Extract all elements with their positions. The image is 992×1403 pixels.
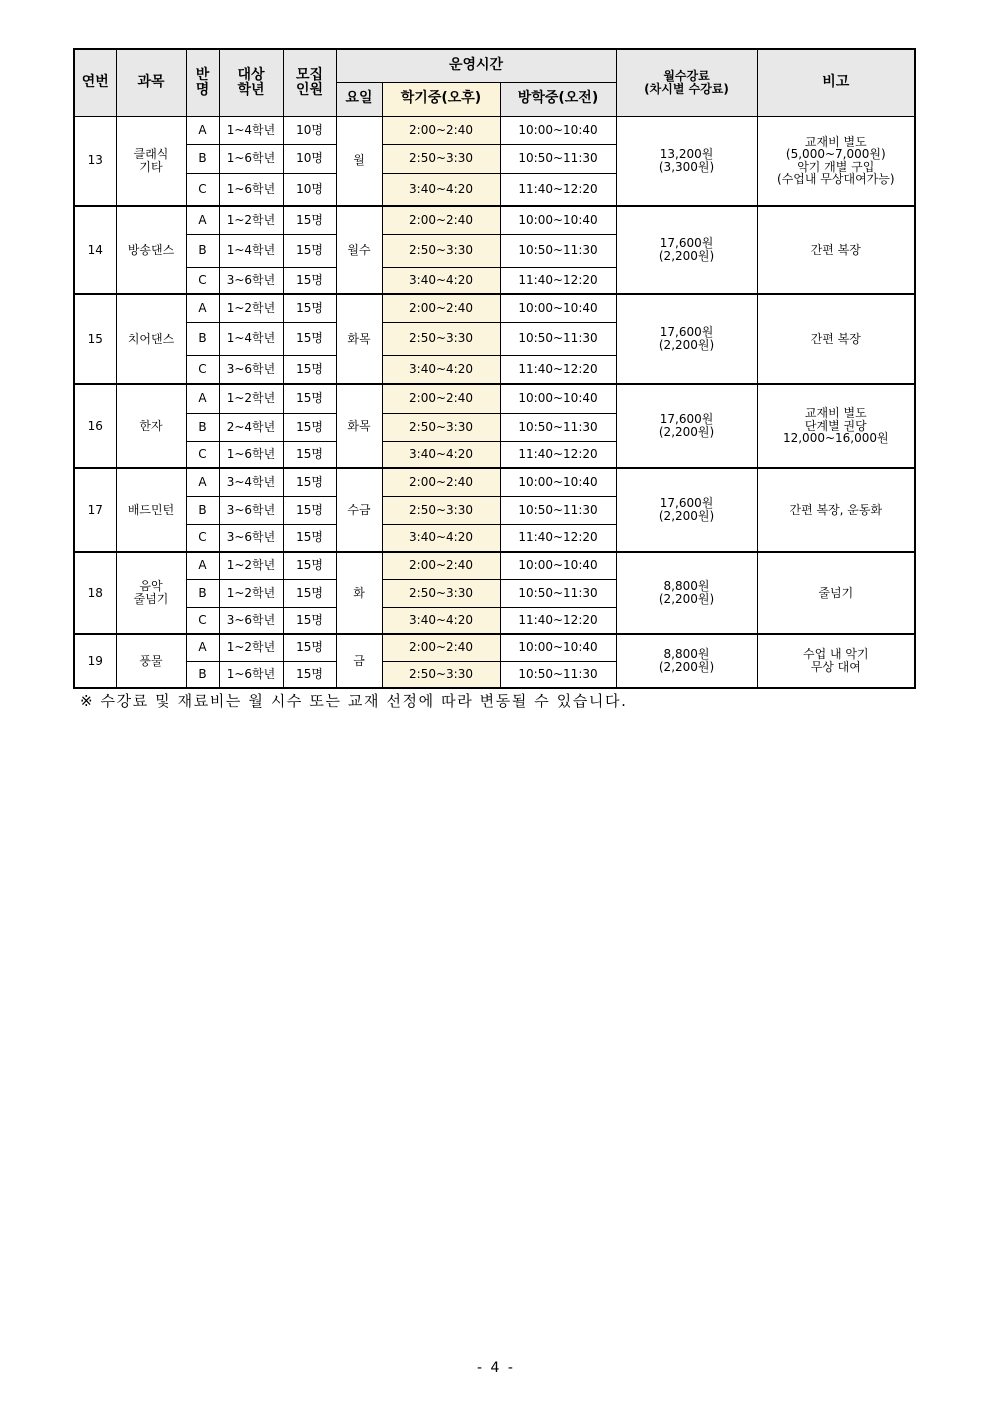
header-target-grade: 대상 학년 <box>219 49 283 116</box>
capacity: 15명 <box>283 322 336 355</box>
target-grade: 1~4학년 <box>219 234 283 267</box>
header-operating-time: 운영시간 <box>336 49 616 82</box>
table-row <box>74 468 915 496</box>
row-no: 18 <box>74 552 116 634</box>
target-grade: 1~6학년 <box>219 144 283 173</box>
remarks: 간편 복장 <box>757 206 915 294</box>
semester-time: 2:00~2:40 <box>382 468 500 496</box>
class-label: C <box>186 355 219 384</box>
capacity: 15명 <box>283 496 336 524</box>
vacation-time: 11:40~12:20 <box>500 607 616 634</box>
table-row <box>74 116 915 144</box>
subject-name: 풍물 <box>116 634 186 688</box>
semester-time: 2:00~2:40 <box>382 116 500 144</box>
target-grade: 1~2학년 <box>219 294 283 322</box>
header-note: 비고 <box>757 49 915 116</box>
class-label: B <box>186 234 219 267</box>
target-grade: 1~2학년 <box>219 384 283 413</box>
row-no: 13 <box>74 116 116 206</box>
capacity: 15명 <box>283 384 336 413</box>
vacation-time: 10:00~10:40 <box>500 634 616 661</box>
class-label: A <box>186 384 219 413</box>
capacity: 15명 <box>283 355 336 384</box>
subject-name: 치어댄스 <box>116 294 186 384</box>
vacation-time: 10:50~11:30 <box>500 322 616 355</box>
semester-time: 2:50~3:30 <box>382 579 500 607</box>
class-label: A <box>186 206 219 234</box>
class-label: C <box>186 173 219 206</box>
footnote: ※ 수강료 및 재료비는 월 시수 또는 교재 선정에 따라 변동될 수 있습니다. <box>80 692 628 710</box>
capacity: 15명 <box>283 267 336 294</box>
target-grade: 3~6학년 <box>219 496 283 524</box>
vacation-time: 11:40~12:20 <box>500 173 616 206</box>
class-label: A <box>186 116 219 144</box>
capacity: 10명 <box>283 116 336 144</box>
target-grade: 1~6학년 <box>219 173 283 206</box>
table-row <box>74 294 915 322</box>
semester-time: 3:40~4:20 <box>382 173 500 206</box>
vacation-time: 10:50~11:30 <box>500 413 616 441</box>
target-grade: 3~6학년 <box>219 607 283 634</box>
vacation-time: 10:00~10:40 <box>500 384 616 413</box>
vacation-time: 10:00~10:40 <box>500 552 616 579</box>
class-label: C <box>186 607 219 634</box>
vacation-time: 10:00~10:40 <box>500 468 616 496</box>
header-capacity: 모집 인원 <box>283 49 336 116</box>
semester-time: 2:00~2:40 <box>382 206 500 234</box>
semester-time: 3:40~4:20 <box>382 355 500 384</box>
monthly-fee: 8,800원 (2,200원) <box>616 634 757 688</box>
day-of-week: 화 <box>336 552 382 634</box>
vacation-time: 10:00~10:40 <box>500 206 616 234</box>
table-row <box>74 384 915 413</box>
header-subject: 과목 <box>116 49 186 116</box>
target-grade: 1~2학년 <box>219 579 283 607</box>
vacation-time: 10:50~11:30 <box>500 496 616 524</box>
semester-time: 2:50~3:30 <box>382 496 500 524</box>
class-label: B <box>186 322 219 355</box>
class-label: B <box>186 579 219 607</box>
row-no: 14 <box>74 206 116 294</box>
day-of-week: 화목 <box>336 384 382 468</box>
semester-time: 2:00~2:40 <box>382 294 500 322</box>
semester-time: 2:50~3:30 <box>382 322 500 355</box>
class-label: C <box>186 267 219 294</box>
target-grade: 2~4학년 <box>219 413 283 441</box>
class-label: A <box>186 634 219 661</box>
semester-time: 2:50~3:30 <box>382 661 500 688</box>
semester-time: 2:00~2:40 <box>382 384 500 413</box>
vacation-time: 10:50~11:30 <box>500 661 616 688</box>
subject-name: 음악 줄넘기 <box>116 552 186 634</box>
class-label: B <box>186 413 219 441</box>
row-no: 15 <box>74 294 116 384</box>
monthly-fee: 17,600원 (2,200원) <box>616 384 757 468</box>
class-label: B <box>186 661 219 688</box>
monthly-fee: 17,600원 (2,200원) <box>616 294 757 384</box>
target-grade: 3~6학년 <box>219 355 283 384</box>
semester-time: 3:40~4:20 <box>382 524 500 552</box>
header-monthly-fee: 월수강료 (차시별 수강료) <box>616 49 757 116</box>
target-grade: 1~2학년 <box>219 552 283 579</box>
day-of-week: 수금 <box>336 468 382 552</box>
class-label: A <box>186 468 219 496</box>
class-label: A <box>186 294 219 322</box>
target-grade: 1~4학년 <box>219 116 283 144</box>
vacation-time: 11:40~12:20 <box>500 355 616 384</box>
capacity: 15명 <box>283 294 336 322</box>
class-label: C <box>186 441 219 468</box>
header-vacation: 방학중(오전) <box>500 82 616 116</box>
header-class: 반 명 <box>186 49 219 116</box>
vacation-time: 10:50~11:30 <box>500 579 616 607</box>
subject-name: 방송댄스 <box>116 206 186 294</box>
capacity: 15명 <box>283 552 336 579</box>
header-day: 요일 <box>336 82 382 116</box>
target-grade: 1~6학년 <box>219 661 283 688</box>
capacity: 15명 <box>283 634 336 661</box>
monthly-fee: 17,600원 (2,200원) <box>616 206 757 294</box>
capacity: 15명 <box>283 468 336 496</box>
table-row <box>74 634 915 661</box>
target-grade: 3~4학년 <box>219 468 283 496</box>
page-number: - 4 - <box>477 1360 515 1376</box>
capacity: 15명 <box>283 661 336 688</box>
day-of-week: 월수 <box>336 206 382 294</box>
monthly-fee: 8,800원 (2,200원) <box>616 552 757 634</box>
row-no: 19 <box>74 634 116 688</box>
vacation-time: 10:50~11:30 <box>500 144 616 173</box>
table-row <box>74 552 915 579</box>
class-label: C <box>186 524 219 552</box>
target-grade: 1~6학년 <box>219 441 283 468</box>
vacation-time: 11:40~12:20 <box>500 267 616 294</box>
table-row <box>74 206 915 234</box>
vacation-time: 10:50~11:30 <box>500 234 616 267</box>
target-grade: 1~2학년 <box>219 634 283 661</box>
class-label: A <box>186 552 219 579</box>
day-of-week: 금 <box>336 634 382 688</box>
remarks: 교재비 별도 (5,000~7,000원) 악기 개별 구입 (수업내 무상대여가능) <box>757 116 915 206</box>
day-of-week: 화목 <box>336 294 382 384</box>
program-table-body <box>74 116 915 688</box>
remarks: 간편 복장, 운동화 <box>757 468 915 552</box>
remarks: 교재비 별도 단계별 권당 12,000~16,000원 <box>757 384 915 468</box>
class-label: B <box>186 496 219 524</box>
semester-time: 2:50~3:30 <box>382 144 500 173</box>
remarks: 간편 복장 <box>757 294 915 384</box>
vacation-time: 11:40~12:20 <box>500 441 616 468</box>
capacity: 15명 <box>283 206 336 234</box>
capacity: 15명 <box>283 607 336 634</box>
day-of-week: 월 <box>336 116 382 206</box>
vacation-time: 10:00~10:40 <box>500 116 616 144</box>
subject-name: 배드민턴 <box>116 468 186 552</box>
row-no: 17 <box>74 468 116 552</box>
semester-time: 2:00~2:40 <box>382 552 500 579</box>
capacity: 15명 <box>283 441 336 468</box>
subject-name: 한자 <box>116 384 186 468</box>
target-grade: 3~6학년 <box>219 267 283 294</box>
header-semester: 학기중(오후) <box>382 82 500 116</box>
remarks: 줄넘기 <box>757 552 915 634</box>
monthly-fee: 13,200원 (3,300원) <box>616 116 757 206</box>
semester-time: 2:50~3:30 <box>382 413 500 441</box>
remarks: 수업 내 악기 무상 대여 <box>757 634 915 688</box>
semester-time: 3:40~4:20 <box>382 441 500 468</box>
semester-time: 2:50~3:30 <box>382 234 500 267</box>
semester-time: 2:00~2:40 <box>382 634 500 661</box>
vacation-time: 11:40~12:20 <box>500 524 616 552</box>
class-label: B <box>186 144 219 173</box>
semester-time: 3:40~4:20 <box>382 267 500 294</box>
vacation-time: 10:00~10:40 <box>500 294 616 322</box>
capacity: 15명 <box>283 413 336 441</box>
capacity: 15명 <box>283 234 336 267</box>
row-no: 16 <box>74 384 116 468</box>
target-grade: 3~6학년 <box>219 524 283 552</box>
capacity: 15명 <box>283 524 336 552</box>
target-grade: 1~2학년 <box>219 206 283 234</box>
capacity: 10명 <box>283 173 336 206</box>
capacity: 10명 <box>283 144 336 173</box>
monthly-fee: 17,600원 (2,200원) <box>616 468 757 552</box>
header-no: 연번 <box>74 49 116 116</box>
semester-time: 3:40~4:20 <box>382 607 500 634</box>
subject-name: 클래식 기타 <box>116 116 186 206</box>
capacity: 15명 <box>283 579 336 607</box>
program-table <box>73 48 916 689</box>
target-grade: 1~4학년 <box>219 322 283 355</box>
